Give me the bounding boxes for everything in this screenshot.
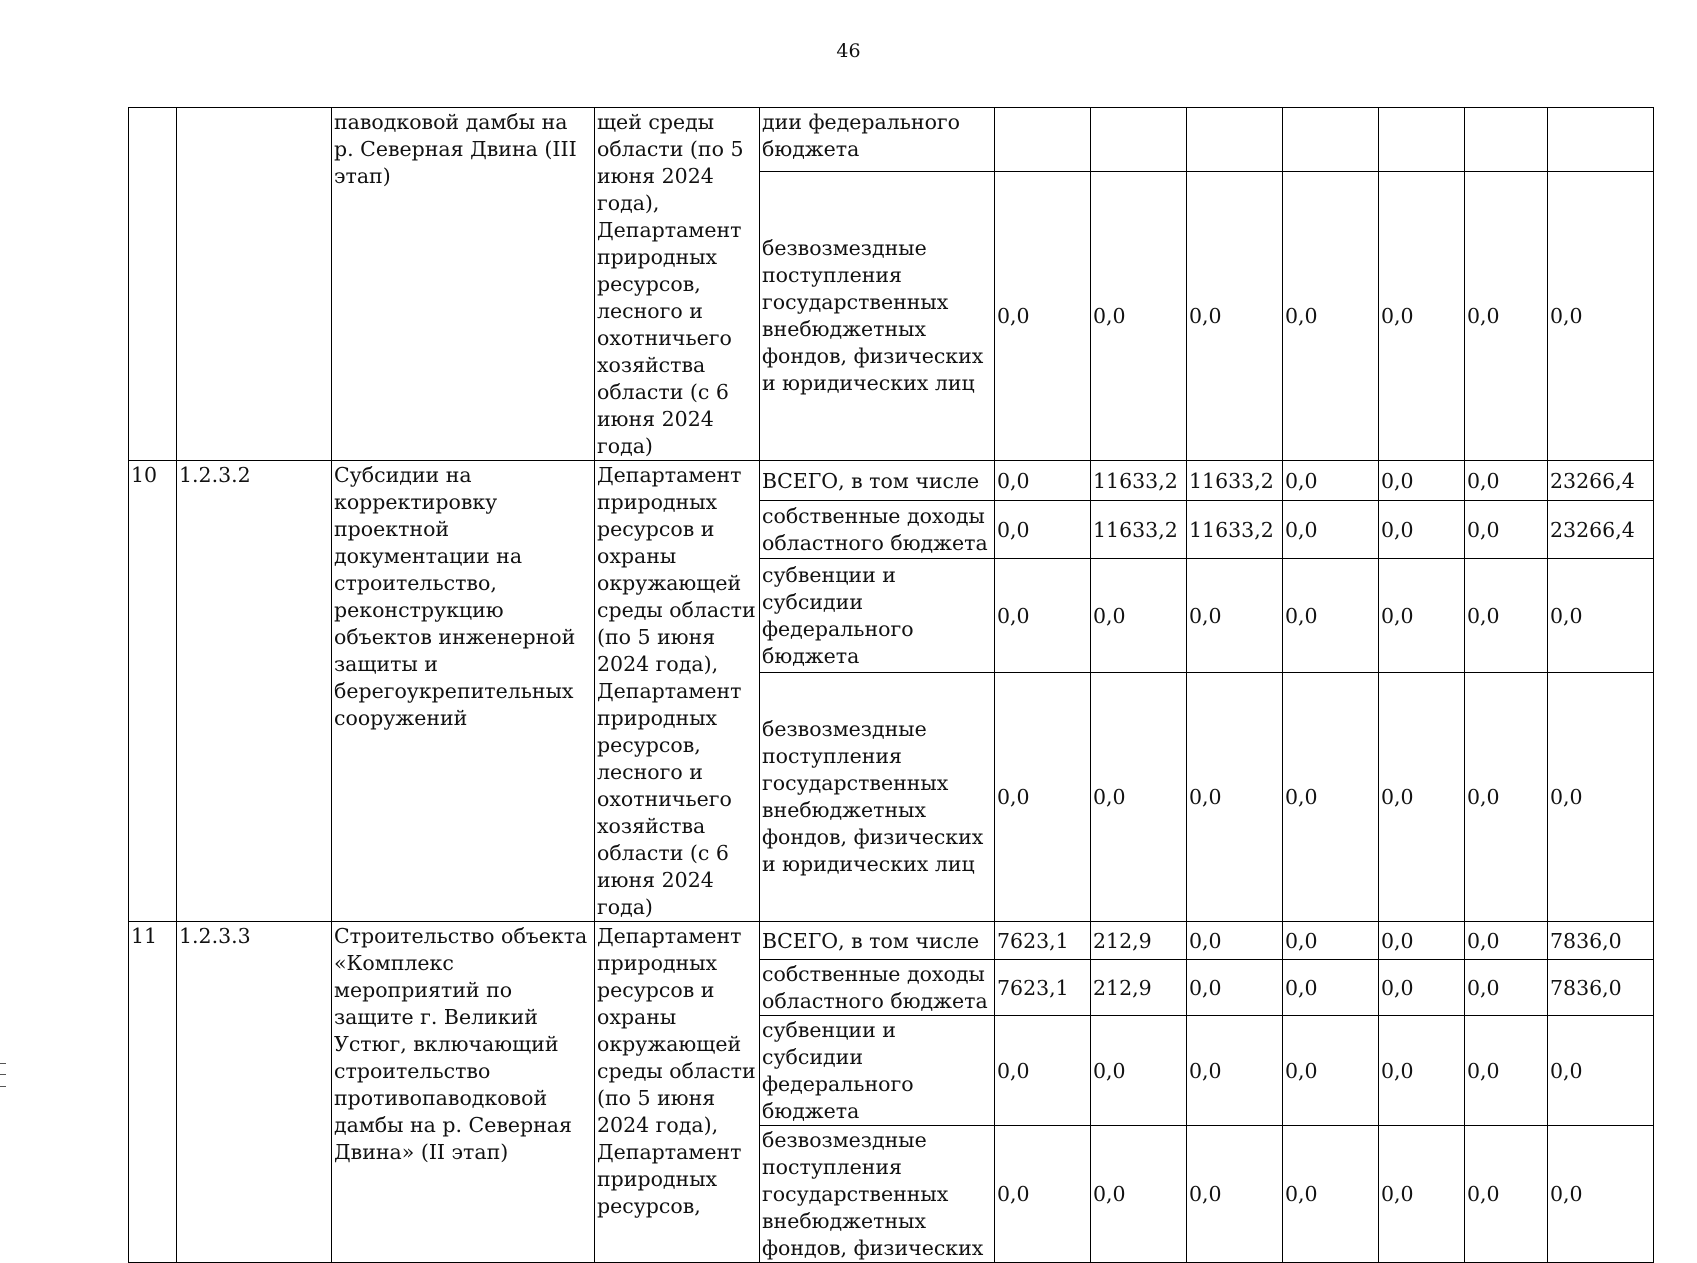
row-number: 10 <box>129 461 177 922</box>
value-cell: 0,0 <box>1379 1126 1465 1263</box>
value-cell: 0,0 <box>1379 960 1465 1016</box>
value-cell: 0,0 <box>1283 1016 1379 1126</box>
value-cell: 0,0 <box>1465 1016 1548 1126</box>
value-cell: 0,0 <box>1283 501 1379 559</box>
executor: Департамент природных ресурсов и охраны окружающей среды области (по 5 июня 2024 года), Департамент природных ресурсов, лесного и охотничьего хозяйства области (с 6 июня 2024 года) <box>595 461 760 922</box>
funding-source-label: ВСЕГО, в том числе <box>760 922 995 960</box>
funding-table <box>128 107 1654 1263</box>
funding-source-label: безвозмездные поступления государственных внебюджетных фондов, физических и юридических лиц <box>760 672 995 921</box>
page-number: 46 <box>836 40 861 62</box>
funding-source-label: собственные доходы областного бюджета <box>760 501 995 559</box>
value-cell: 0,0 <box>1465 960 1548 1016</box>
value-cell: 0,0 <box>995 1016 1091 1126</box>
scan-edge-mark <box>0 1063 6 1087</box>
value-cell: 7836,0 <box>1548 960 1654 1016</box>
table-row <box>129 922 1654 960</box>
value-cell: 0,0 <box>1187 922 1283 960</box>
value-cell: 0,0 <box>1379 922 1465 960</box>
value-cell: 0,0 <box>1465 1126 1548 1263</box>
value-cell <box>1548 108 1654 172</box>
value-cell: 0,0 <box>1283 960 1379 1016</box>
row-code <box>177 108 332 461</box>
value-cell: 0,0 <box>1187 1016 1283 1126</box>
value-cell: 212,9 <box>1091 960 1187 1016</box>
measure-name: паводковой дамбы на р. Северная Двина (III этап) <box>332 108 595 461</box>
table-row <box>129 108 1654 172</box>
value-cell: 0,0 <box>1091 171 1187 460</box>
value-cell: 23266,4 <box>1548 461 1654 501</box>
value-cell: 0,0 <box>1465 559 1548 673</box>
measure-name: Субсидии на корректировку проектной документации на строительство, реконструкцию объектов инженерной защиты и берегоукрепительных сооружений <box>332 461 595 922</box>
value-cell: 0,0 <box>1283 1126 1379 1263</box>
value-cell: 0,0 <box>995 1126 1091 1263</box>
value-cell: 0,0 <box>1091 559 1187 673</box>
row-code: 1.2.3.3 <box>177 922 332 1263</box>
value-cell: 0,0 <box>1379 461 1465 501</box>
value-cell: 0,0 <box>1465 171 1548 460</box>
value-cell: 0,0 <box>1548 559 1654 673</box>
value-cell: 0,0 <box>995 501 1091 559</box>
measure-name: Строительство объекта «Комплекс мероприятий по защите г. Великий Устюг, включающий строительство противопаводковой дамбы на р. Северная Двина» (II этап) <box>332 922 595 1263</box>
row-code: 1.2.3.2 <box>177 461 332 922</box>
value-cell <box>1187 108 1283 172</box>
funding-source-label: ВСЕГО, в том числе <box>760 461 995 501</box>
value-cell: 0,0 <box>1379 171 1465 460</box>
value-cell: 0,0 <box>1548 1016 1654 1126</box>
value-cell: 0,0 <box>1187 171 1283 460</box>
value-cell: 0,0 <box>995 559 1091 673</box>
value-cell: 0,0 <box>1465 501 1548 559</box>
value-cell: 0,0 <box>995 672 1091 921</box>
row-number: 11 <box>129 922 177 1263</box>
value-cell: 0,0 <box>1379 672 1465 921</box>
value-cell: 212,9 <box>1091 922 1187 960</box>
value-cell: 0,0 <box>995 171 1091 460</box>
funding-source-label: субвенции и субсидии федерального бюджета <box>760 559 995 673</box>
value-cell: 7836,0 <box>1548 922 1654 960</box>
value-cell: 0,0 <box>1091 672 1187 921</box>
value-cell: 0,0 <box>995 461 1091 501</box>
value-cell: 0,0 <box>1379 501 1465 559</box>
funding-source-label: безвозмездные поступления государственных внебюджетных фондов, физических и юридических лиц <box>760 171 995 460</box>
value-cell <box>1283 108 1379 172</box>
value-cell: 0,0 <box>1283 171 1379 460</box>
value-cell <box>1379 108 1465 172</box>
value-cell: 0,0 <box>1283 922 1379 960</box>
value-cell: 0,0 <box>1465 461 1548 501</box>
funding-source-label: субвенции и субсидии федерального бюджета <box>760 1016 995 1126</box>
value-cell: 0,0 <box>1283 461 1379 501</box>
value-cell: 0,0 <box>1548 1126 1654 1263</box>
value-cell: 11633,2 <box>1091 501 1187 559</box>
value-cell <box>1091 108 1187 172</box>
row-number <box>129 108 177 461</box>
table-row <box>129 461 1654 501</box>
value-cell: 0,0 <box>1283 559 1379 673</box>
executor: щей среды области (по 5 июня 2024 года), Департамент природных ресурсов, лесного и охотничьего хозяйства области (с 6 июня 2024 года) <box>595 108 760 461</box>
value-cell: 0,0 <box>1379 559 1465 673</box>
value-cell: 0,0 <box>1283 672 1379 921</box>
value-cell: 11633,2 <box>1091 461 1187 501</box>
value-cell: 23266,4 <box>1548 501 1654 559</box>
value-cell: 0,0 <box>1379 1016 1465 1126</box>
value-cell: 0,0 <box>1548 672 1654 921</box>
value-cell: 7623,1 <box>995 960 1091 1016</box>
value-cell: 0,0 <box>1548 171 1654 460</box>
executor: Департамент природных ресурсов и охраны окружающей среды области (по 5 июня 2024 года), Департамент природных ресурсов, <box>595 922 760 1263</box>
value-cell: 7623,1 <box>995 922 1091 960</box>
value-cell: 0,0 <box>1091 1126 1187 1263</box>
value-cell: 0,0 <box>1091 1016 1187 1126</box>
value-cell <box>995 108 1091 172</box>
value-cell: 0,0 <box>1187 559 1283 673</box>
value-cell: 0,0 <box>1465 922 1548 960</box>
value-cell: 0,0 <box>1187 672 1283 921</box>
value-cell: 11633,2 <box>1187 461 1283 501</box>
funding-source-label: безвозмездные поступления государственных внебюджетных фондов, физических <box>760 1126 995 1263</box>
value-cell: 11633,2 <box>1187 501 1283 559</box>
value-cell: 0,0 <box>1187 1126 1283 1263</box>
value-cell <box>1465 108 1548 172</box>
value-cell: 0,0 <box>1187 960 1283 1016</box>
funding-source-label: дии федерального бюджета <box>760 108 995 172</box>
value-cell: 0,0 <box>1465 672 1548 921</box>
funding-source-label: собственные доходы областного бюджета <box>760 960 995 1016</box>
